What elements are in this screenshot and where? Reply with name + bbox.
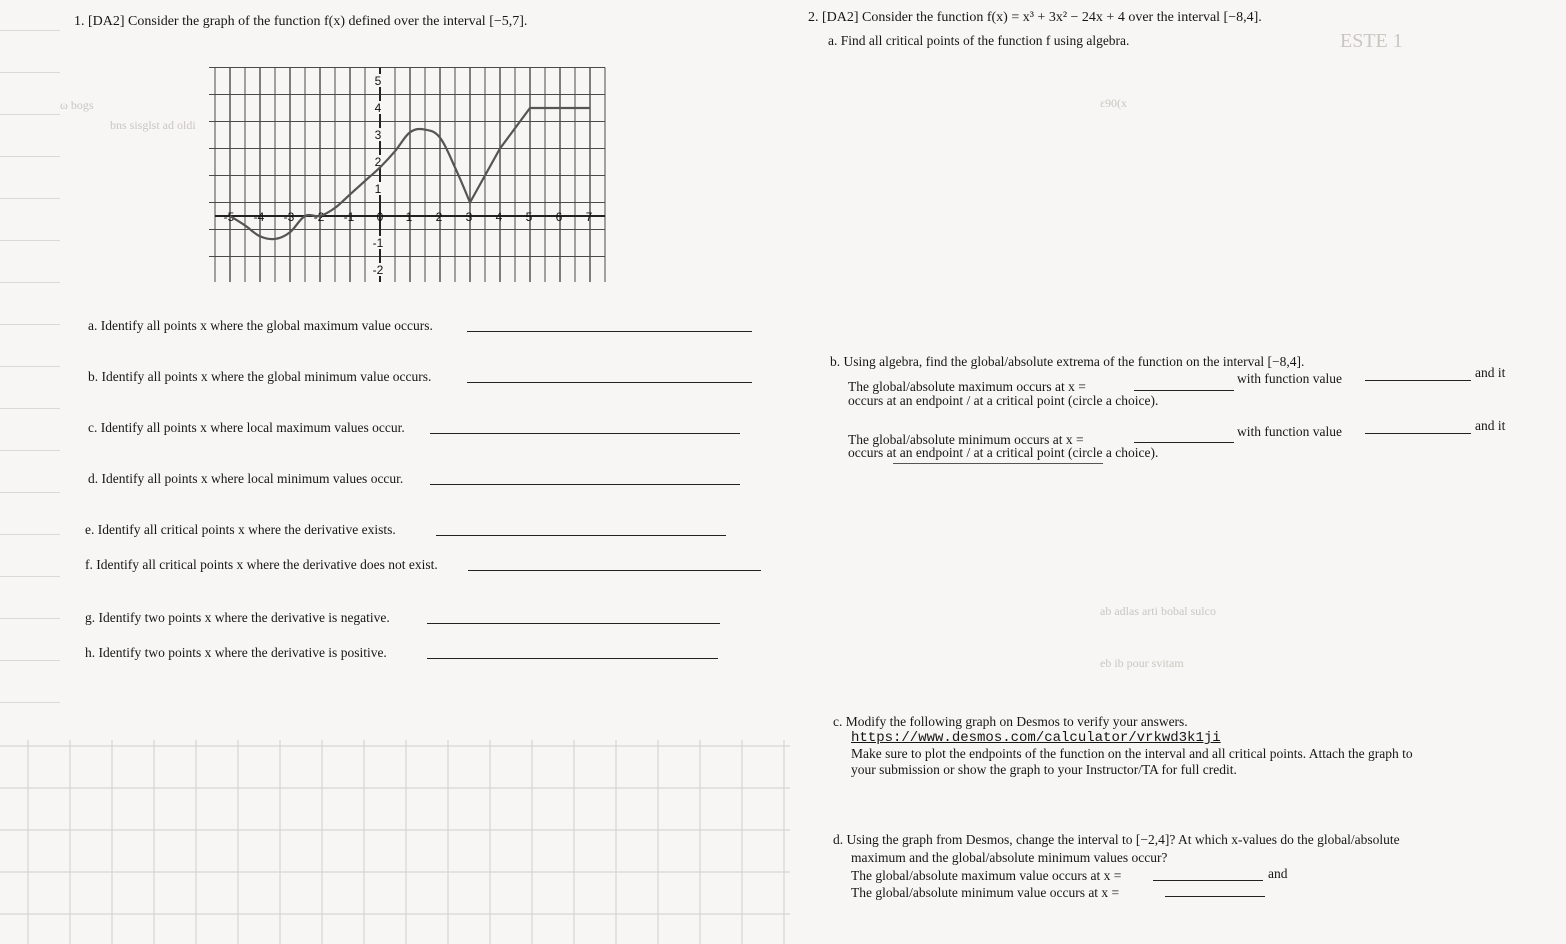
ruled-line xyxy=(0,366,60,367)
q2-b-max-line: The global/absolute maximum occurs at x = xyxy=(848,379,1086,394)
q1-answer-a[interactable] xyxy=(467,331,752,332)
ruled-line xyxy=(0,282,60,283)
x-tick-label: 1 xyxy=(405,210,413,224)
x-tick-label: -5 xyxy=(223,210,235,224)
function-graph xyxy=(200,38,620,282)
y-tick-label: -2 xyxy=(372,263,384,277)
q2-b-min-x-blank[interactable] xyxy=(1134,442,1234,443)
x-tick-label: 5 xyxy=(525,210,533,224)
q2-b-max-value-blank[interactable] xyxy=(1365,380,1471,381)
x-tick-label: -1 xyxy=(343,210,355,224)
y-tick-label: 4 xyxy=(374,101,382,115)
question-2-header: 2. [DA2] Consider the function f(x) = x³ + 3x² − 24x + 4 over the interval [−8,4]. xyxy=(808,10,1262,25)
x-tick-label: 7 xyxy=(585,210,593,224)
q2-c-line3: your submission or show the graph to your Instructor/TA for full credit. xyxy=(851,762,1237,777)
q1-answer-e[interactable] xyxy=(436,535,726,536)
x-tick-label: 6 xyxy=(555,210,563,224)
q1-answer-h[interactable] xyxy=(427,658,718,659)
desmos-link[interactable]: https://www.desmos.com/calculator/vrkwd3k1ji xyxy=(851,730,1221,746)
q2-b-min-line: The global/absolute minimum occurs at x = xyxy=(848,432,1084,447)
q1-item-a: a. Identify all points x where the global maximum value occurs. xyxy=(88,318,433,333)
ruled-line xyxy=(0,324,60,325)
bleed-through-text: ω bogs xyxy=(60,98,94,112)
q2-b-min-value-blank[interactable] xyxy=(1365,433,1471,434)
q2-b-and-it-2: and it xyxy=(1475,418,1506,433)
q1-answer-d[interactable] xyxy=(430,484,740,485)
q1-item-g: g. Identify two points x where the derivative is negative. xyxy=(85,610,390,625)
q2-d-max-blank[interactable] xyxy=(1153,880,1263,881)
y-tick-label: 5 xyxy=(374,74,382,88)
q2-d-and: and xyxy=(1268,866,1288,881)
y-tick-label: 1 xyxy=(374,182,382,196)
ruled-line xyxy=(0,450,60,451)
q2-part-d: d. Using the graph from Desmos, change the interval to [−2,4]? At which x-values do the global/absolute xyxy=(833,832,1400,847)
q2-b-with-value-2: with function value xyxy=(1237,424,1342,439)
q1-item-c: c. Identify all points x where local maximum values occur. xyxy=(88,420,405,435)
q2-d-min-line: The global/absolute minimum value occurs at x = xyxy=(851,885,1120,900)
q2-d-min-blank[interactable] xyxy=(1165,896,1265,897)
q2-part-c: c. Modify the following graph on Desmos to verify your answers. xyxy=(833,714,1188,729)
ruled-line xyxy=(0,72,60,73)
q1-item-d: d. Identify all points x where local minimum values occur. xyxy=(88,471,404,486)
q2-b-and-it: and it xyxy=(1475,365,1506,380)
q2-b-occurs-min: occurs at an endpoint / at a critical point (circle a choice). xyxy=(848,445,1159,460)
x-tick-label: 4 xyxy=(495,210,503,224)
y-tick-label: 3 xyxy=(374,128,382,142)
q2-part-b-intro: b. Using algebra, find the global/absolute extrema of the function on the interval [−8,4]. xyxy=(830,354,1305,369)
q1-answer-f[interactable] xyxy=(468,570,761,571)
q2-b-occurs-max: occurs at an endpoint / at a critical point (circle a choice). xyxy=(848,393,1159,408)
ruled-line xyxy=(0,576,60,577)
q1-item-e: e. Identify all critical points x where the derivative exists. xyxy=(85,522,396,537)
q1-item-b: b. Identify all points x where the global minimum value occurs. xyxy=(88,369,432,384)
x-tick-label: 2 xyxy=(435,210,443,224)
ruled-line xyxy=(0,114,60,115)
choice-underline xyxy=(893,463,1103,464)
q2-d-line2: maximum and the global/absolute minimum values occur? xyxy=(851,850,1168,865)
ruled-line xyxy=(0,534,60,535)
ruled-line xyxy=(0,492,60,493)
y-tick-label: 2 xyxy=(374,155,382,169)
ruled-line xyxy=(0,660,60,661)
ruled-line xyxy=(0,702,60,703)
q2-c-line2: Make sure to plot the endpoints of the function on the interval and all critical points. Attach the graph to xyxy=(851,746,1413,761)
bleed-through-text: ab adlas arti bobal sulco xyxy=(1100,604,1216,618)
bleed-through-text: eb ib pour svitam xyxy=(1100,656,1184,670)
q2-part-a: a. Find all critical points of the function f using algebra. xyxy=(828,33,1130,48)
q2-b-with-value: with function value xyxy=(1237,371,1342,386)
y-tick-label: -1 xyxy=(372,236,384,250)
q1-item-f: f. Identify all critical points x where the derivative does not exist. xyxy=(85,557,438,572)
bleed-through-text: bns sisglst ad oldi xyxy=(110,118,196,132)
q1-item-h: h. Identify two points x where the derivative is positive. xyxy=(85,645,387,660)
x-tick-label: 3 xyxy=(465,210,473,224)
ruled-line xyxy=(0,30,60,31)
q2-d-max-line: The global/absolute maximum value occurs at x = xyxy=(851,868,1122,883)
ruled-line xyxy=(0,156,60,157)
ruled-line xyxy=(0,618,60,619)
x-tick-label: -4 xyxy=(253,210,265,224)
bleed-through-text: ESTE 1 xyxy=(1340,30,1403,52)
ruled-line xyxy=(0,240,60,241)
x-tick-label: -3 xyxy=(283,210,295,224)
graph-paper xyxy=(0,740,790,944)
x-tick-label: 0 xyxy=(376,210,384,224)
question-1-header: 1. [DA2] Consider the graph of the function f(x) defined over the interval [−5,7]. xyxy=(74,14,528,29)
q1-answer-c[interactable] xyxy=(430,433,740,434)
bleed-through-text: ε90(x xyxy=(1100,96,1128,110)
ruled-line xyxy=(0,198,60,199)
q2-b-max-x-blank[interactable] xyxy=(1134,390,1234,391)
x-tick-label: -2 xyxy=(313,210,325,224)
ruled-line xyxy=(0,408,60,409)
q1-answer-g[interactable] xyxy=(427,623,720,624)
q1-answer-b[interactable] xyxy=(467,382,752,383)
